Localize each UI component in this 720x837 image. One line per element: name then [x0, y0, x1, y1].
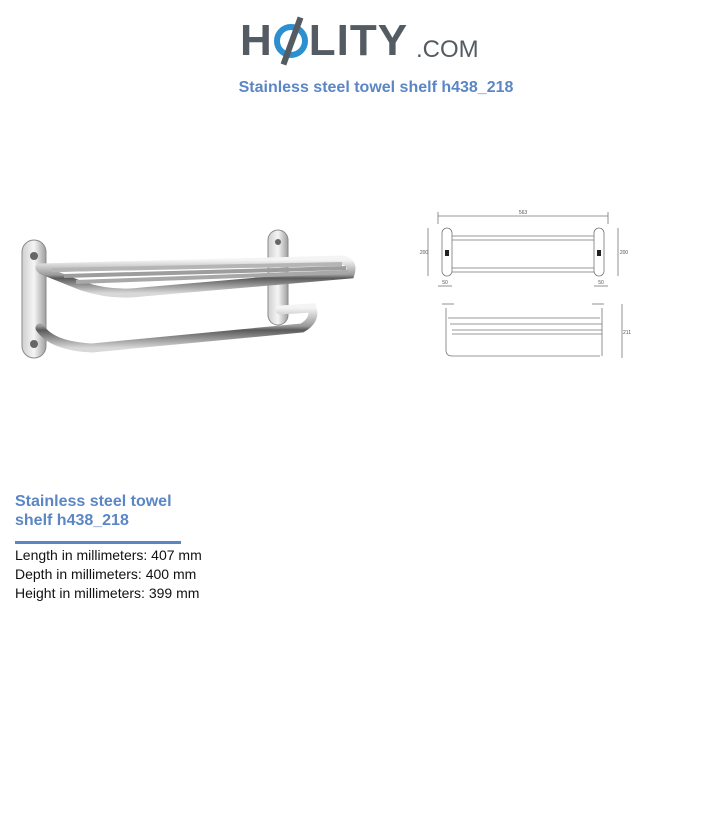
- product-name: Stainless steel towel shelf h438_218: [15, 493, 172, 529]
- spec-value: 399 mm: [148, 585, 200, 601]
- logo-letter-h: H: [240, 16, 273, 65]
- spec-value: 400 mm: [145, 566, 197, 582]
- dim-bottom-left-label: 50: [442, 280, 448, 286]
- spec-label: Depth in millimeters:: [15, 566, 142, 582]
- technical-drawing: [418, 210, 633, 365]
- spec-value: 407 mm: [151, 547, 202, 563]
- product-photo: [12, 228, 357, 363]
- spec-length: [15, 547, 202, 563]
- page-title: Stainless steel towel shelf h438_218: [238, 79, 514, 96]
- logo-o-mark: [274, 24, 308, 58]
- dim-side-right-label: 200: [619, 250, 629, 256]
- dim-bottom-right-label: 50: [598, 280, 604, 286]
- dim-side-left-label: 200: [419, 250, 429, 256]
- logo-domain: .COM: [416, 36, 479, 63]
- spec-depth: [15, 566, 196, 582]
- divider: [15, 541, 181, 544]
- dim-height-label: 211: [623, 330, 631, 336]
- logo-wordmark: [240, 16, 408, 66]
- holity-logo[interactable]: [240, 14, 490, 70]
- spec-label: Height in millimeters:: [15, 585, 145, 601]
- spec-label: Length in millimeters:: [15, 547, 148, 563]
- spec-height: [15, 585, 199, 601]
- logo-letters-lity: LITY: [308, 16, 409, 65]
- dim-top-label: 563: [518, 210, 528, 216]
